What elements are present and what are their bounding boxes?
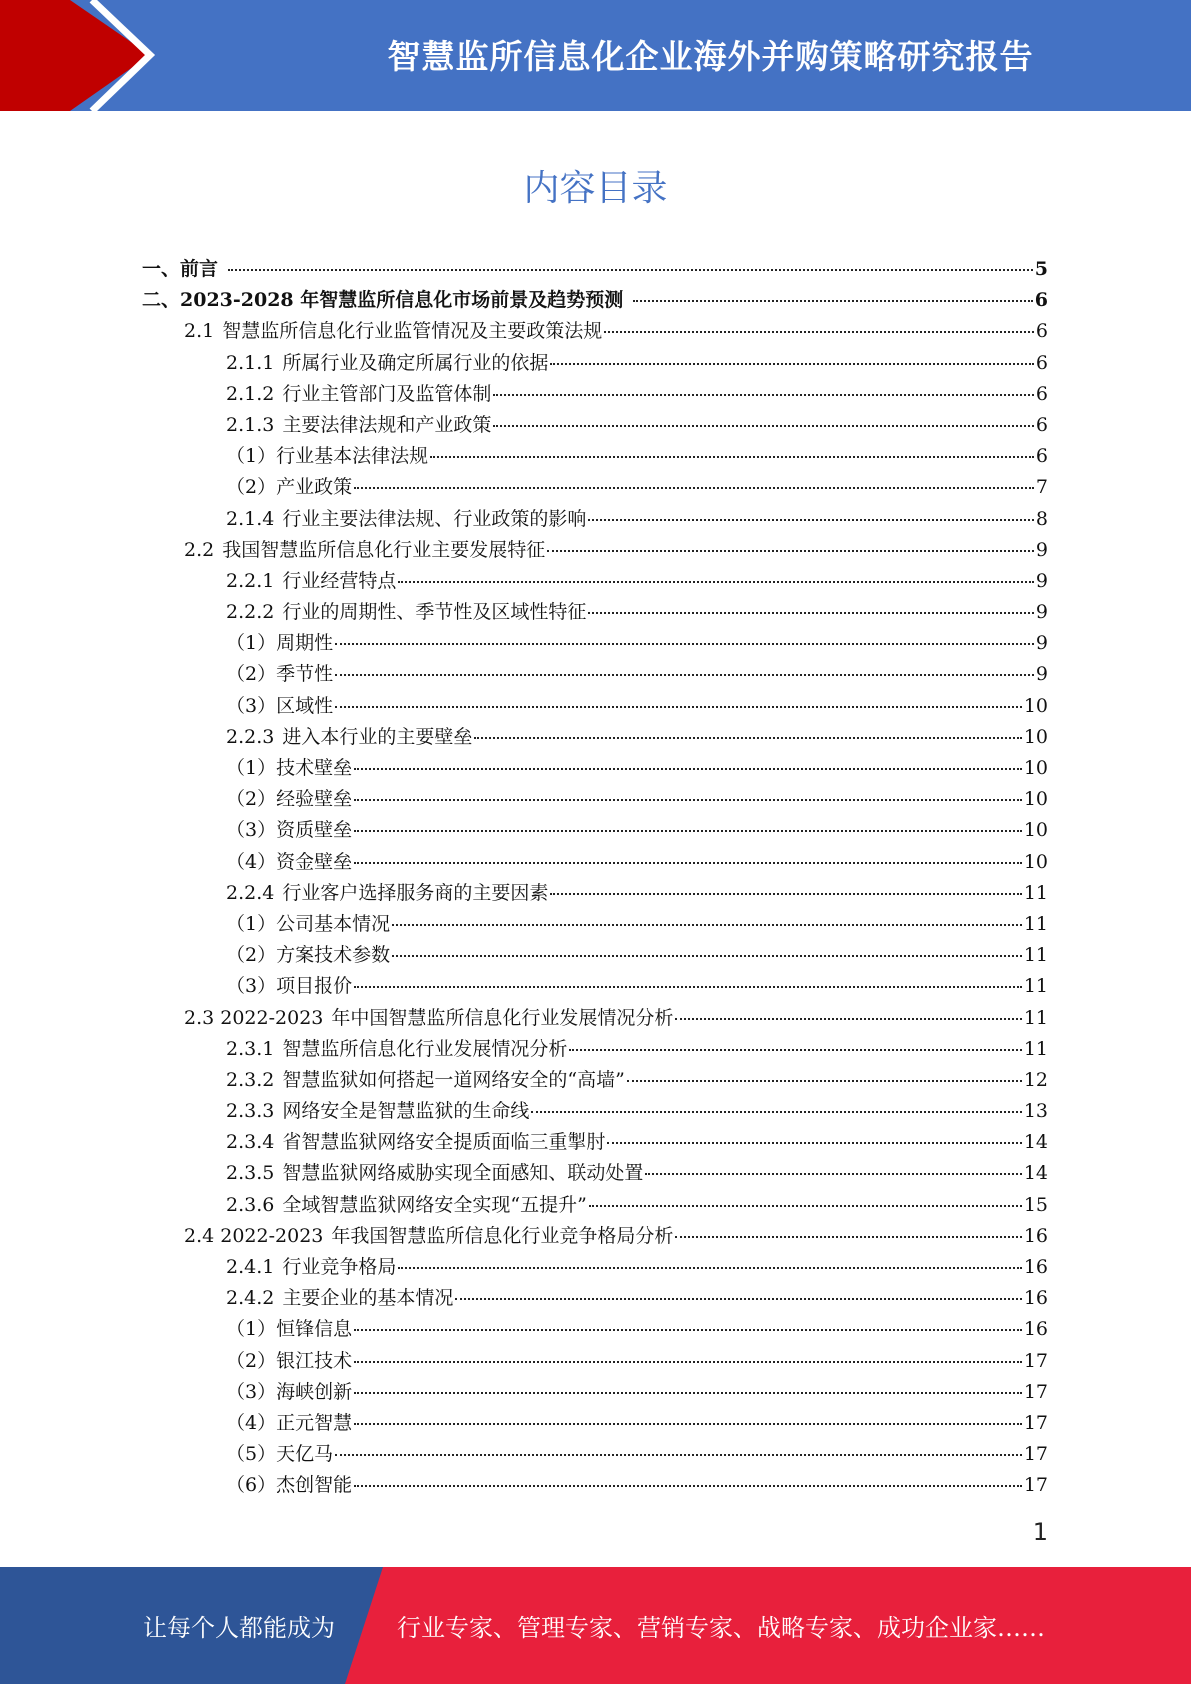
toc-entry[interactable]: [142, 878, 1048, 909]
toc-entry[interactable]: [142, 1003, 1048, 1034]
toc-entry-number: 2.3.4: [226, 1131, 275, 1154]
toc-dot-leader: [455, 1298, 1021, 1300]
toc-entry-page: 12: [1023, 1068, 1048, 1091]
toc-entry[interactable]: [142, 815, 1048, 846]
toc-entry-title: 区域性: [276, 694, 334, 717]
toc-entry[interactable]: [142, 1190, 1048, 1221]
toc-entry-page: 10: [1023, 788, 1048, 811]
toc-entry-number: 2.2.3: [226, 725, 275, 748]
toc-dot-leader: [354, 862, 1022, 864]
toc-entry-title: 产业政策: [276, 476, 353, 499]
toc-entry-title: 恒锋信息: [276, 1318, 353, 1341]
toc-entry-page: 9: [1035, 663, 1048, 686]
toc-entry[interactable]: [142, 441, 1048, 472]
toc-entry-page: 16: [1023, 1318, 1048, 1341]
toc-entry-page: 17: [1023, 1443, 1048, 1466]
toc-entry[interactable]: [142, 971, 1048, 1002]
toc-entry-title: 公司基本情况: [276, 912, 391, 935]
toc-entry[interactable]: [142, 691, 1048, 722]
toc-entry[interactable]: [142, 1065, 1048, 1096]
toc-entry-number: 2.1.3: [226, 413, 275, 436]
toc-entry-page: 10: [1023, 850, 1048, 873]
toc-entry[interactable]: [142, 535, 1048, 566]
toc-entry-number: 2.2.1: [226, 569, 275, 592]
toc-dot-leader: [547, 550, 1034, 552]
toc-entry-page: 17: [1023, 1380, 1048, 1403]
toc-dot-leader: [354, 830, 1022, 832]
toc-entry-title: 主要法律法规和产业政策: [282, 413, 492, 436]
toc-dot-leader: [633, 300, 1033, 302]
toc-entry[interactable]: [142, 1283, 1048, 1314]
toc-dot-leader: [354, 1361, 1022, 1363]
toc-entry-number: 2.3.2: [226, 1068, 275, 1091]
toc-entry-title: 全域智慧监狱网络安全实现“五提升”: [282, 1193, 587, 1216]
toc-dot-leader: [607, 1142, 1021, 1144]
toc-entry-number: 2.1.1: [226, 351, 275, 374]
toc-entry[interactable]: [142, 1346, 1048, 1377]
toc-entry-title: 行业经营特点: [282, 569, 397, 592]
toc-dot-leader: [392, 955, 1022, 957]
toc-entry[interactable]: [142, 597, 1048, 628]
toc-dot-leader: [645, 1173, 1021, 1175]
toc-entry-page: 14: [1023, 1131, 1048, 1154]
toc-dot-leader: [335, 674, 1034, 676]
toc-entry[interactable]: [142, 847, 1048, 878]
footer-slogan-right: 行业专家、管理专家、营销专家、战略专家、成功企业家……: [397, 1614, 1045, 1642]
toc-entry[interactable]: [142, 379, 1048, 410]
toc-entry-number: 2.3.6: [226, 1193, 275, 1216]
toc-entry[interactable]: [142, 348, 1048, 379]
toc-entry-page: 16: [1023, 1256, 1048, 1278]
toc-entry-page: 17: [1023, 1411, 1048, 1434]
page-number: 1: [1032, 1518, 1048, 1546]
toc-entry[interactable]: [142, 504, 1048, 535]
toc-entry-number: （6）: [226, 1474, 277, 1497]
toc-entry-page: 9: [1035, 601, 1048, 624]
toc-entry-page: 11: [1023, 881, 1048, 904]
toc-entry-number: 二、2023-2028 年智慧监所信息化市场前景及趋势预测: [142, 289, 624, 312]
toc-entry-number: 一、前言: [142, 258, 219, 280]
toc-entry-page: 9: [1035, 632, 1048, 655]
toc-entry-page: 10: [1023, 694, 1048, 717]
toc-entry-title: 正元智慧: [276, 1411, 353, 1434]
toc-entry-title: 杰创智能: [276, 1474, 353, 1497]
toc-entry-page: 11: [1023, 944, 1048, 967]
toc-entry-page: 17: [1023, 1349, 1048, 1372]
toc-entry-title: 行业竞争格局: [282, 1256, 397, 1278]
toc-entry-number: （1）: [226, 445, 277, 468]
toc-entry-number: （4）: [226, 1411, 277, 1434]
toc-entry[interactable]: [142, 784, 1048, 815]
report-header: [0, 0, 1191, 111]
toc-entry-page: 6: [1035, 351, 1048, 374]
header-chevron-icon: [0, 0, 160, 111]
toc-entry-number: 2.4 2022-2023: [184, 1224, 324, 1247]
toc-entry[interactable]: [142, 1470, 1048, 1501]
toc-entry[interactable]: [142, 1127, 1048, 1158]
toc-entry-number: 2.3.3: [226, 1100, 275, 1123]
toc-entry[interactable]: [142, 1096, 1048, 1127]
toc-entry-page: 10: [1023, 757, 1048, 779]
toc-entry-page: 5: [1034, 258, 1048, 280]
toc-dot-leader: [335, 1454, 1022, 1456]
toc-entry[interactable]: [142, 659, 1048, 690]
toc-entry-title: 智慧监所信息化行业发展情况分析: [282, 1037, 568, 1060]
toc-dot-leader: [550, 893, 1021, 895]
toc-dot-leader: [430, 456, 1034, 458]
toc-entry-title: 银江技术: [276, 1349, 353, 1372]
toc-heading: 内容目录: [523, 168, 668, 209]
toc-entry-number: （5）: [226, 1443, 277, 1466]
toc-dot-leader: [531, 1111, 1021, 1113]
toc-entry-page: 11: [1023, 1037, 1048, 1060]
toc-entry-title: 周期性: [276, 632, 334, 655]
toc-dot-leader: [228, 269, 1033, 271]
toc-entry[interactable]: [142, 1439, 1048, 1470]
toc-dot-leader: [354, 768, 1022, 770]
toc-entry-title: 项目报价: [276, 975, 353, 998]
toc-entry-number: （2）: [226, 663, 277, 686]
toc-entry-page: 8: [1035, 507, 1048, 530]
toc-dot-leader: [493, 394, 1034, 396]
toc-entry-page: 11: [1023, 912, 1048, 935]
toc-entry-number: （1）: [226, 912, 277, 935]
toc-dot-leader: [354, 986, 1022, 988]
toc-entry-title: 所属行业及确定所属行业的依据: [282, 351, 549, 374]
toc-entry-title: 行业基本法律法规: [276, 445, 429, 468]
toc-entry[interactable]: [142, 1314, 1048, 1345]
toc-entry[interactable]: [142, 316, 1048, 347]
toc-entry-number: 2.4.1: [226, 1256, 275, 1278]
toc-entry-title: 技术壁垒: [276, 757, 353, 779]
toc-entry-page: 17: [1023, 1474, 1048, 1497]
toc-dot-leader: [589, 1205, 1022, 1207]
toc-entry-title: 网络安全是智慧监狱的生命线: [282, 1100, 530, 1123]
toc-entry-number: （3）: [226, 1380, 277, 1403]
toc-entry-number: （3）: [226, 819, 277, 842]
toc-entry[interactable]: [142, 1034, 1048, 1065]
toc-entry-number: （1）: [226, 1318, 277, 1341]
toc-dot-leader: [398, 1267, 1021, 1269]
toc-entry-title: 智慧监狱网络威胁实现全面感知、联动处置: [282, 1162, 644, 1185]
toc-entry-number: （4）: [226, 850, 277, 873]
toc-entry-page: 6: [1035, 382, 1048, 405]
toc-entry-title: 省智慧监狱网络安全提质面临三重掣肘: [282, 1131, 606, 1154]
toc-entry-page: 6: [1035, 413, 1048, 436]
footer-slogan-left: 让每个人都能成为: [143, 1614, 335, 1642]
toc-dot-leader: [354, 487, 1034, 489]
toc-dot-leader: [354, 1329, 1022, 1331]
toc-entry[interactable]: [142, 909, 1048, 940]
table-of-contents: [142, 254, 1048, 1502]
toc-entry-title: 智慧监狱如何搭起一道网络安全的“高墙”: [282, 1068, 625, 1091]
toc-entry-title: 季节性: [276, 663, 334, 686]
toc-entry-number: 2.1.4: [226, 507, 275, 530]
toc-entry-title: 经验壁垒: [276, 788, 353, 811]
toc-dot-leader: [335, 643, 1034, 645]
toc-entry-page: 14: [1023, 1162, 1048, 1185]
toc-entry[interactable]: [142, 410, 1048, 441]
toc-entry-title: 主要企业的基本情况: [282, 1287, 454, 1310]
toc-entry-number: （1）: [226, 757, 277, 779]
toc-dot-leader: [354, 799, 1022, 801]
toc-entry-title: 天亿马: [276, 1443, 334, 1466]
toc-entry[interactable]: [142, 1221, 1048, 1252]
toc-entry-page: 6: [1034, 289, 1048, 312]
toc-entry-number: 2.3.5: [226, 1162, 275, 1185]
toc-dot-leader: [569, 1049, 1021, 1051]
toc-entry-title: 年我国智慧监所信息化行业竞争格局分析: [331, 1224, 674, 1247]
toc-entry-title: 我国智慧监所信息化行业主要发展特征: [222, 538, 546, 561]
toc-dot-leader: [354, 1392, 1022, 1394]
toc-entry-number: 2.2: [184, 538, 215, 561]
toc-entry-page: 11: [1023, 975, 1048, 998]
toc-entry-page: 6: [1035, 445, 1048, 468]
toc-entry[interactable]: [142, 722, 1048, 753]
toc-entry-title: 资质壁垒: [276, 819, 353, 842]
toc-entry-title: 方案技术参数: [276, 944, 391, 967]
toc-dot-leader: [550, 363, 1034, 365]
toc-entry-number: （2）: [226, 1349, 277, 1372]
toc-entry-number: （3）: [226, 975, 277, 998]
toc-entry-page: 13: [1023, 1100, 1048, 1123]
toc-entry-number: （2）: [226, 476, 277, 499]
toc-entry-page: 16: [1023, 1224, 1048, 1247]
toc-dot-leader: [354, 1485, 1022, 1487]
toc-entry-title: 行业主要法律法规、行业政策的影响: [282, 507, 587, 530]
toc-dot-leader: [354, 1423, 1022, 1425]
toc-entry-number: 2.3 2022-2023: [184, 1006, 324, 1029]
toc-entry[interactable]: [142, 472, 1048, 503]
toc-entry[interactable]: [142, 566, 1048, 597]
toc-dot-leader: [474, 737, 1021, 739]
toc-entry-number: 2.3.1: [226, 1037, 275, 1060]
toc-dot-leader: [675, 1018, 1021, 1020]
toc-entry-number: （2）: [226, 944, 277, 967]
toc-entry-number: 2.1.2: [226, 382, 275, 405]
report-footer: [0, 1567, 1191, 1684]
toc-entry-title: 海峡创新: [276, 1380, 353, 1403]
toc-entry-page: 10: [1023, 819, 1048, 842]
toc-entry-page: 15: [1023, 1193, 1048, 1216]
toc-entry-page: 9: [1035, 538, 1048, 561]
toc-entry-title: 智慧监所信息化行业监管情况及主要政策法规: [222, 320, 603, 343]
toc-dot-leader: [335, 706, 1022, 708]
toc-entry-title: 进入本行业的主要壁垒: [282, 725, 473, 748]
toc-dot-leader: [675, 1236, 1021, 1238]
toc-entry-page: 9: [1035, 569, 1048, 592]
toc-entry[interactable]: [142, 753, 1048, 784]
toc-entry[interactable]: [142, 1252, 1048, 1283]
toc-dot-leader: [588, 519, 1034, 521]
toc-entry-number: 2.4.2: [226, 1287, 275, 1310]
toc-entry-page: 7: [1035, 476, 1048, 499]
toc-entry-number: 2.1: [184, 320, 215, 343]
toc-entry[interactable]: [142, 1158, 1048, 1189]
toc-entry-number: 2.2.4: [226, 881, 275, 904]
toc-dot-leader: [398, 581, 1034, 583]
toc-entry-number: （3）: [226, 694, 277, 717]
toc-entry[interactable]: [142, 628, 1048, 659]
toc-entry-title: 年中国智慧监所信息化行业发展情况分析: [331, 1006, 674, 1029]
toc-entry-title: 行业客户选择服务商的主要因素: [282, 881, 549, 904]
toc-entry-title: 行业的周期性、季节性及区域性特征: [282, 601, 587, 624]
toc-entry[interactable]: [142, 285, 1048, 316]
toc-entry[interactable]: [142, 254, 1048, 285]
toc-entry[interactable]: [142, 1377, 1048, 1408]
toc-entry-number: （1）: [226, 632, 277, 655]
toc-entry-page: 10: [1023, 725, 1048, 748]
toc-entry[interactable]: [142, 940, 1048, 971]
toc-entry[interactable]: [142, 1408, 1048, 1439]
toc-dot-leader: [392, 924, 1022, 926]
toc-entry-number: （2）: [226, 788, 277, 811]
toc-dot-leader: [493, 425, 1034, 427]
toc-entry-page: 11: [1023, 1006, 1048, 1029]
toc-entry-page: 6: [1035, 320, 1048, 343]
toc-entry-page: 16: [1023, 1287, 1048, 1310]
toc-entry-title: 行业主管部门及监管体制: [282, 382, 492, 405]
toc-dot-leader: [627, 1080, 1022, 1082]
toc-entry-title: 资金壁垒: [276, 850, 353, 873]
toc-entry-number: 2.2.2: [226, 601, 275, 624]
toc-dot-leader: [588, 612, 1034, 614]
toc-dot-leader: [604, 331, 1034, 333]
report-title: 智慧监所信息化企业海外并购策略研究报告: [387, 36, 1034, 76]
